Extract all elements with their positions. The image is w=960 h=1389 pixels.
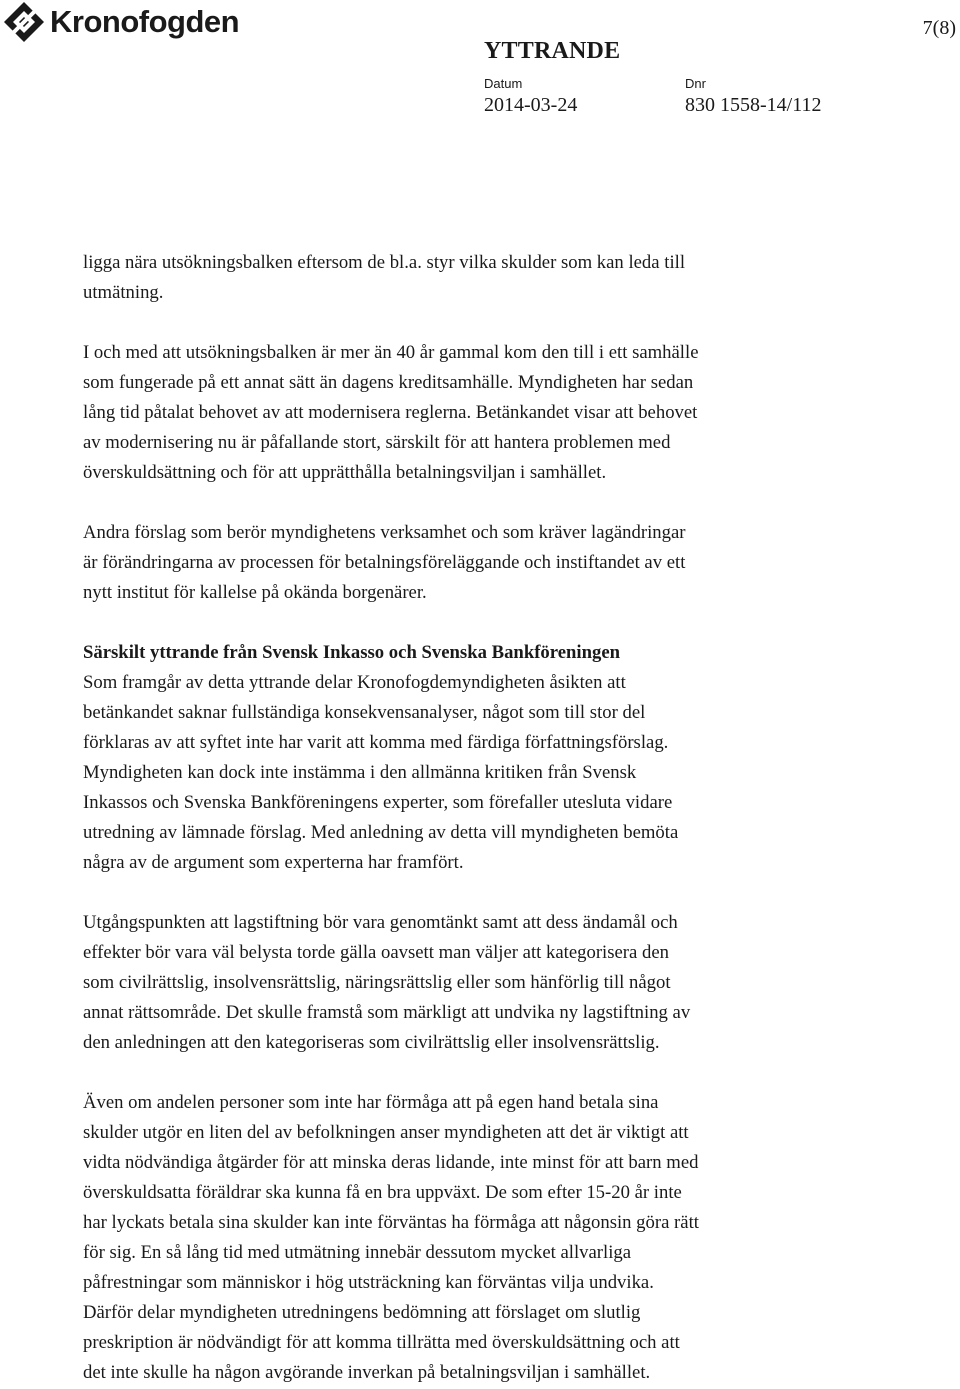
text-line: av modernisering nu är påfallande stort, särskilt för att hantera problemen med (83, 432, 671, 453)
text-line: för sig. En så lång tid med utmätning innebär dessutom mycket allvarliga (83, 1242, 632, 1263)
paragraph-5 (83, 908, 883, 1058)
paragraph-2 (83, 338, 883, 488)
text-line: utredning av lämnade förslag. Med anledning av detta vill myndigheten bemöta (83, 822, 679, 843)
date-value: 2014-03-24 (484, 94, 578, 116)
section-heading: Särskilt yttrande från Svensk Inkasso och Svenska Bankföreningen (83, 642, 621, 663)
text-line: preskription är nödvändigt för att komma tillrätta med överskuldsättning och att (83, 1332, 680, 1353)
text-line: har lyckats betala sina skulder kan inte förväntas ha förmåga att någonsin göra rätt (83, 1212, 699, 1233)
paragraph-1 (83, 248, 883, 308)
text-line: några av de argument som experterna har framfört. (83, 852, 464, 873)
document-type: YTTRANDE (484, 38, 621, 64)
text-line: Andra förslag som berör myndighetens verksamhet och som kräver lagändringar (83, 522, 686, 543)
text-line: förklaras av att syftet inte har varit att komma med färdiga författningsförslag. (83, 732, 669, 753)
paragraph-3 (83, 518, 883, 608)
text-line: som fungerade på ett annat sätt än dagens kreditsamhälle. Myndigheten har sedan (83, 372, 694, 393)
text-line: överskuldsatta föräldrar ska kunna få en bra uppväxt. De som efter 15-20 år inte (83, 1182, 682, 1203)
text-line: som civilrättslig, insolvensrättslig, näringsrättslig eller som hänförlig till något (83, 972, 671, 993)
text-line: effekter bör vara väl belysta torde gälla oavsett man väljer att kategorisera den (83, 942, 669, 963)
text-line: lång tid påtalat behovet av att modernisera reglerna. Betänkandet visar att behovet (83, 402, 698, 423)
text-line: Inkassos och Svenska Bankföreningens experter, som förefaller utesluta vidare (83, 792, 673, 813)
text-line: Utgångspunkten att lagstiftning bör vara genomtänkt samt att dess ändamål och (83, 912, 678, 933)
page-number: 7(8) (922, 17, 956, 39)
text-line: överskuldsättning och för att upprätthålla betalningsviljan i samhället. (83, 462, 607, 483)
text-line: annat rättsområde. Det skulle framstå som märkligt att undvika ny lagstiftning av (83, 1002, 691, 1023)
date-label: Datum (484, 76, 523, 91)
text-line: betänkandet saknar fullständiga konsekvensanalyser, något som till stor del (83, 702, 646, 723)
kronofogden-logo (2, 0, 239, 44)
text-line: Myndigheten kan dock inte instämma i den allmänna kritiken från Svensk (83, 762, 637, 783)
dnr-value: 830 1558-14/112 (685, 94, 822, 116)
text-line: den anledningen att den kategoriseras som civilrättslig eller insolvensrättslig. (83, 1032, 660, 1053)
text-line: I och med att utsökningsbalken är mer än 40 år gammal kom den till i ett samhälle (83, 342, 699, 363)
text-line: ligga nära utsökningsbalken eftersom de bl.a. styr vilka skulder som kan leda till (83, 252, 686, 273)
text-line: Därför delar myndigheten utredningens bedömning att förslaget om slutlig (83, 1302, 641, 1323)
dnr-label: Dnr (685, 76, 706, 91)
text-line: Som framgår av detta yttrande delar Kronofogdemyndigheten åsikten att (83, 672, 626, 693)
text-line: är förändringarna av processen för betalningsföreläggande och instiftandet av ett (83, 552, 686, 573)
text-line: påfrestningar som människor i hög utsträckning kan förväntas vilja undvika. (83, 1272, 654, 1293)
paragraph-4 (83, 668, 883, 878)
text-line: vidta nödvändiga åtgärder för att minska deras lidande, inte minst för att barn med (83, 1152, 699, 1173)
kronofogden-emblem-icon (2, 0, 46, 44)
logo-wordmark: Kronofogden (50, 4, 240, 39)
text-line: det inte skulle ha någon avgörande inverkan på betalningsviljan i samhället. (83, 1362, 651, 1383)
text-line: utmätning. (83, 282, 164, 303)
text-line: nytt institut för kallelse på okända borgenärer. (83, 582, 427, 603)
document-body (83, 248, 883, 1388)
paragraph-6 (83, 1088, 883, 1388)
text-line: skulder utgör en liten del av befolkningen anser myndigheten att det är viktigt att (83, 1122, 689, 1143)
text-line: Även om andelen personer som inte har förmåga att på egen hand betala sina (83, 1092, 659, 1113)
